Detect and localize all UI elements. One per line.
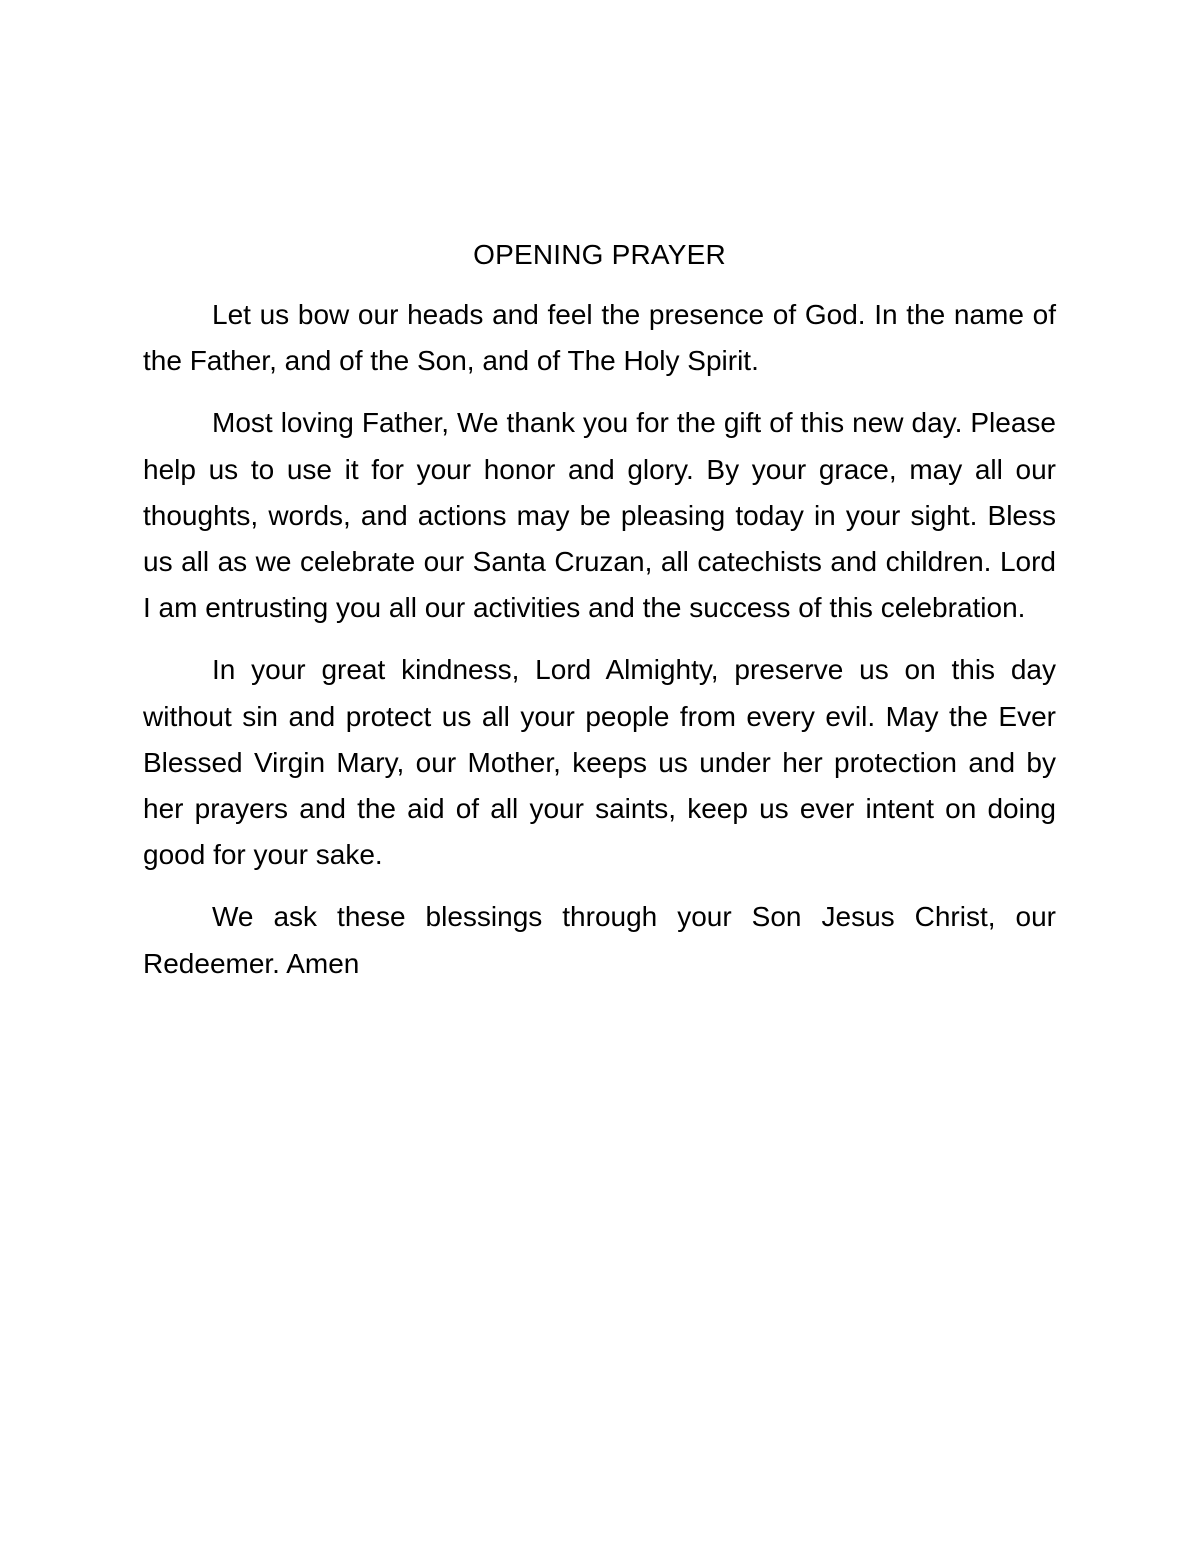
- document-body: [143, 232, 1056, 1003]
- paragraph-4: We ask these blessings through your Son Jesus Christ, our Redeemer. Amen: [143, 901, 1056, 979]
- paragraph-1: Let us bow our heads and feel the presence of God. In the name of the Father, and of the Son, and of The Holy Spirit.: [143, 299, 1056, 377]
- paragraph-3: In your great kindness, Lord Almighty, preserve us on this day without sin and protect us all your people from every evil. May the Ever Blessed Virgin Mary, our Mother, keeps us under her protection and by her prayers and the aid of all your saints, keep us ever intent on doing good for your sake.: [143, 654, 1056, 871]
- paragraph-2: Most loving Father, We thank you for the gift of this new day. Please help us to use it for your honor and glory. By your grace, may all our thoughts, words, and actions may be pleasing today in your sight. Bless us all as we celebrate our Santa Cruzan, all catechists and children. Lord I am entrusting you all our activities and the success of this celebration.: [143, 407, 1056, 624]
- page-title: OPENING PRAYER: [473, 239, 726, 270]
